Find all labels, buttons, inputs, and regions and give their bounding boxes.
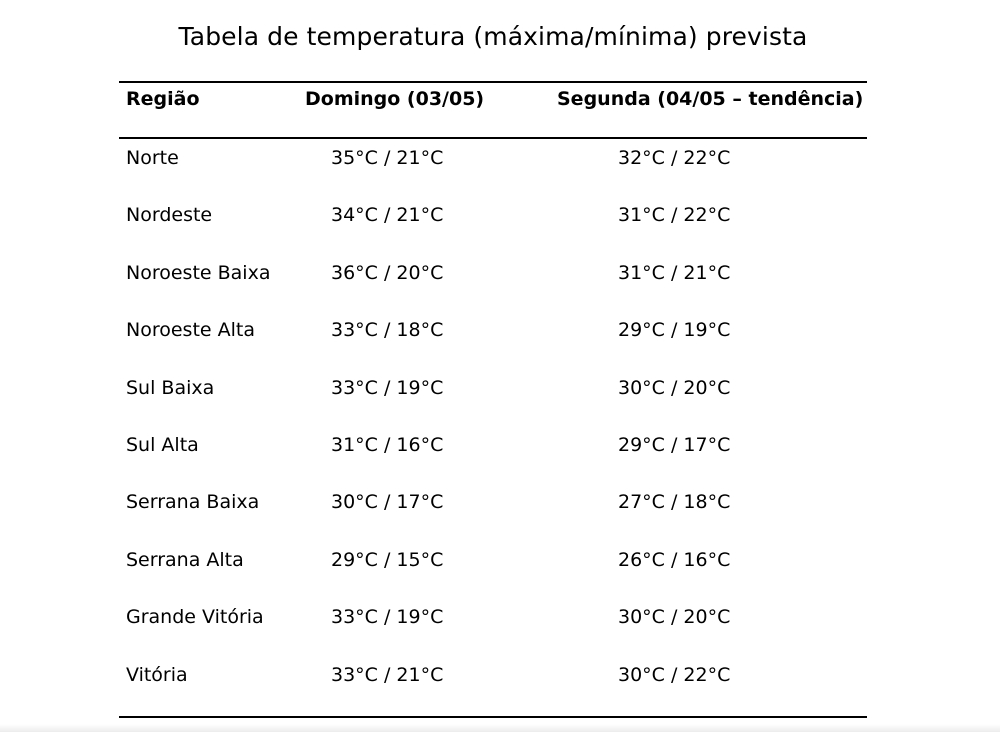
cell-monday: 31°C / 21°C	[618, 261, 731, 284]
table-row	[119, 254, 867, 311]
table-row	[119, 483, 867, 540]
cell-sunday: 30°C / 17°C	[331, 491, 444, 514]
cell-region: Serrana Alta	[126, 548, 244, 571]
cell-monday: 29°C / 17°C	[618, 433, 731, 456]
cell-region: Vitória	[126, 663, 188, 686]
cell-region: Noroeste Alta	[126, 319, 255, 342]
header-sunday: Domingo (03/05)	[305, 88, 485, 110]
cell-region: Norte	[126, 147, 179, 169]
cell-monday: 31°C / 22°C	[618, 204, 731, 227]
table-body	[119, 139, 867, 713]
cell-region: Serrana Baixa	[126, 491, 260, 514]
table-header-row	[119, 81, 867, 137]
cell-sunday: 36°C / 20°C	[331, 261, 444, 284]
cell-monday: 30°C / 20°C	[618, 606, 731, 629]
cell-region: Sul Baixa	[126, 376, 215, 399]
table-row	[119, 541, 867, 598]
table-row	[119, 656, 867, 713]
table-row	[119, 196, 867, 253]
cell-monday: 29°C / 19°C	[618, 319, 731, 342]
cell-sunday: 35°C / 21°C	[331, 147, 444, 169]
cell-sunday: 33°C / 19°C	[331, 606, 444, 629]
cell-sunday: 33°C / 19°C	[331, 376, 444, 399]
header-monday: Segunda (04/05 – tendência)	[557, 88, 864, 110]
cell-monday: 32°C / 22°C	[618, 147, 731, 169]
cell-sunday: 33°C / 18°C	[331, 319, 444, 342]
cell-region: Noroeste Baixa	[126, 261, 271, 284]
cell-region: Grande Vitória	[126, 606, 264, 629]
table-row	[119, 139, 867, 196]
table-row	[119, 598, 867, 655]
cell-sunday: 31°C / 16°C	[331, 433, 444, 456]
table-bottom-rule	[119, 716, 867, 718]
cell-sunday: 33°C / 21°C	[331, 663, 444, 686]
cell-sunday: 29°C / 15°C	[331, 548, 444, 571]
page-title: Tabela de temperatura (máxima/mínima) prevista	[178, 22, 808, 51]
table-row	[119, 426, 867, 483]
cell-region: Sul Alta	[126, 433, 199, 456]
header-region: Região	[126, 88, 200, 110]
cell-monday: 30°C / 20°C	[618, 376, 731, 399]
cell-region: Nordeste	[126, 204, 213, 227]
cell-monday: 26°C / 16°C	[618, 548, 731, 571]
cell-sunday: 34°C / 21°C	[331, 204, 444, 227]
cell-monday: 27°C / 18°C	[618, 491, 731, 514]
page-bottom-edge	[0, 724, 1000, 732]
table-row	[119, 311, 867, 368]
cell-monday: 30°C / 22°C	[618, 663, 731, 686]
table-row	[119, 369, 867, 426]
